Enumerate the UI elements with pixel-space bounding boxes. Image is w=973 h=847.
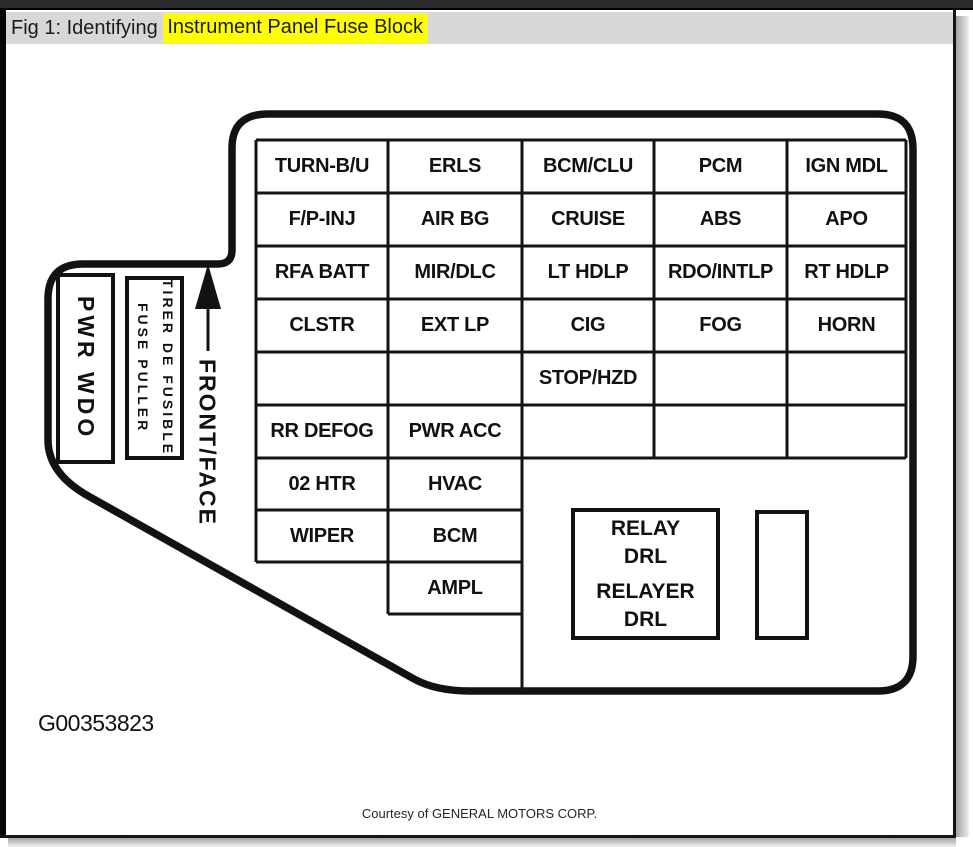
front-face-label: FRONT/FACE [194, 359, 221, 526]
fuse-label-fp-inj: F/P-INJ [288, 208, 356, 230]
fuse-label-cruise: CRUISE [551, 208, 625, 230]
fuse-label-ext-lp: EXT LP [420, 314, 490, 336]
fuse-label-ampl: AMPL [427, 576, 483, 599]
relay-drl-line4: DRL [623, 607, 668, 631]
fuse-label-erls: ERLS [428, 155, 482, 177]
relay-drl-label [573, 510, 718, 638]
figure-caption-highlight: Instrument Panel Fuse Block [163, 13, 428, 43]
fuse-label-pwr-acc: PWR ACC [408, 420, 502, 442]
relay-drl-line1: RELAY [610, 516, 681, 540]
fuse-label-clstr: CLSTR [289, 314, 355, 336]
fuse-label-bcm: BCM [432, 524, 478, 547]
fuse-puller-label-en: FUSE PULLER [135, 302, 151, 434]
fuse-label-ign-mdl: IGN MDL [805, 155, 888, 177]
fuse-label-wiper: WIPER [289, 524, 355, 547]
relay-drl-line2: DRL [623, 544, 668, 568]
fuse-label-lt-hdlp: LT HDLP [547, 261, 629, 283]
credit-line: Courtesy of GENERAL MOTORS CORP. [361, 806, 598, 821]
fuse-label-pcm: PCM [698, 155, 743, 177]
front-face-arrow-icon [195, 264, 221, 351]
spare-relay-box [757, 512, 807, 638]
pwr-wdo-label: PWR WDO [73, 296, 99, 441]
fuse-label-o2-htr: 02 HTR [288, 472, 356, 495]
fuse-label-rr-defog: RR DEFOG [270, 420, 374, 442]
fuse-label-abs: ABS [699, 208, 742, 230]
fuse-label-stop-hzd: STOP/HZD [538, 367, 638, 389]
fuse-label-rt-hdlp: RT HDLP [804, 261, 889, 283]
fuse-label-turn-bu: TURN-B/U [274, 155, 370, 177]
fuse-label-rfa-batt: RFA BATT [274, 261, 370, 283]
figure-id: G00353823 [38, 710, 154, 736]
fuse-label-cig: CIG [570, 314, 606, 336]
fuse-puller-label [127, 278, 182, 458]
fuse-label-air-bg: AIR BG [420, 208, 490, 230]
figure-caption-prefix: Fig 1: Identifying [11, 16, 164, 39]
fuse-label-horn: HORN [817, 314, 876, 336]
fuse-puller-label-fr: TIRER DE FUSIBLE [160, 279, 176, 457]
fuse-label-mir-dlc: MIR/DLC [414, 261, 496, 283]
relay-drl-line3: RELAYER [596, 579, 695, 603]
fuse-label-fog: FOG [699, 314, 742, 336]
fuse-label-hvac: HVAC [428, 472, 482, 495]
fuse-label-bcm-clu: BCM/CLU [542, 155, 634, 177]
fuse-label-apo: APO [825, 208, 868, 230]
fuse-label-rdo-intlp: RDO/INTLP [667, 261, 774, 283]
